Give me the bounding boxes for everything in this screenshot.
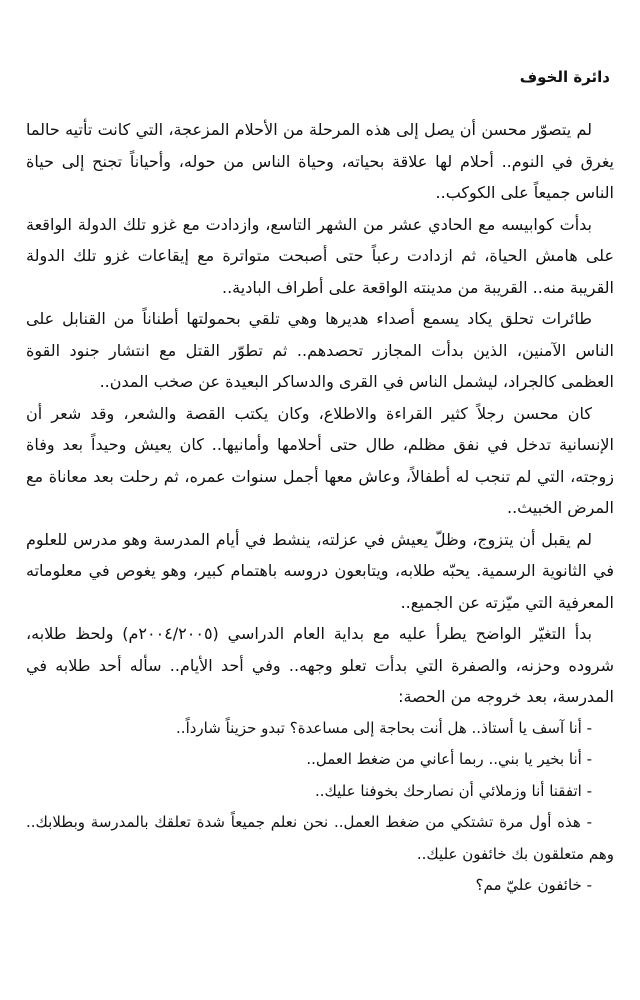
dialogue-line: - أنا بخير يا بني.. ربما أعاني من ضغط العمل.. bbox=[306, 750, 592, 768]
dialogue-line: - خائفون عليّ مم؟ bbox=[475, 876, 592, 894]
paragraph: بدأت كوابيسه مع الحادي عشر من الشهر التاسع، وازدادت مع غزو تلك الدولة الواقعة على هامش الحياة، ثم ازدادت رعباً حتى أصبحت متواترة مع إيقاعات غزو تلك الدولة القريبة منه.. القريبة من مدينته الواقعة على أطراف البادية.. bbox=[26, 214, 614, 297]
paragraph: لم يتصوّر محسن أن يصل إلى هذه المرحلة من الأحلام المزعجة، التي كانت تأتيه حالما يغرق في النوم.. أحلام لها علاقة بحياته، وحياة الناس من حوله، وأحياناً تجنح إلى حياة الناس جميعاً على الكوكب.. bbox=[26, 120, 614, 202]
dialogue-line: - أنا آسف يا أستاذ.. هل أنت بحاجة إلى مساعدة؟ تبدو حزيناً شارداً.. bbox=[176, 718, 592, 737]
dialogue-line: - اتفقنا أنا وزملائي أن نصارحك بخوفنا عليك.. bbox=[314, 781, 592, 800]
paragraph: بدأ التغيّر الواضح يطرأ عليه مع بداية العام الدراسي (٢٠٠٤/٢٠٠٥م) ولحظ طلابه، شروده وحزنه، والصفرة التي بدأت تعلو وجهه.. وفي أحد الأيام.. سأله أحد طلابه في المدرسة، بعد خروجه من الحصة: bbox=[26, 624, 614, 706]
paragraph: كان محسن رجلاً كثير القراءة والاطلاع، وكان يكتب القصة والشعر، وقد شعر أن الإنسانية تدخل في نفق مظلم، طال حتى أحلامها وأمانيها.. كان يعيش وحيداً بعد وفاة زوجته، التي لم تنجب له أطفالاً، وعاش معها أجمل سنوات عمره، ثم رحلت بعد معاناة مع المرض الخبيث.. bbox=[26, 403, 614, 517]
paragraph: طائرات تحلق يكاد يسمع أصداء هديرها وهي تلقي بحمولتها أطناناً من القنابل على الناس الآمنين، الذين بدأت المجازر تحصدهم.. ثم تطوّر القتل مع انتشار جنود القوة العظمى كالجراد، ليشمل الناس في القرى والدساكر البعيدة عن صخب المدن.. bbox=[26, 309, 614, 391]
document-title: دائرة الخوف bbox=[519, 68, 610, 86]
dialogue-line: - هذه أول مرة تشتكي من ضغط العمل.. نحن نعلم جميعاً شدة تعلقك بالمدرسة وبطلابك.. وهم متعلقون بك خائفون عليك.. bbox=[26, 813, 614, 863]
paragraph: لم يقبل أن يتزوج، وظلّ يعيش في عزلته، ينشط في أيام المدرسة وهو مدرس للعلوم في الثانوية الرسمية. يحبّه طلابه، ويتابعون دروسه باهتمام كبير، وهو يغوص في معلوماته المعرفية التي ميّزته عن الجميع.. bbox=[26, 529, 614, 612]
document-page bbox=[26, 66, 614, 902]
